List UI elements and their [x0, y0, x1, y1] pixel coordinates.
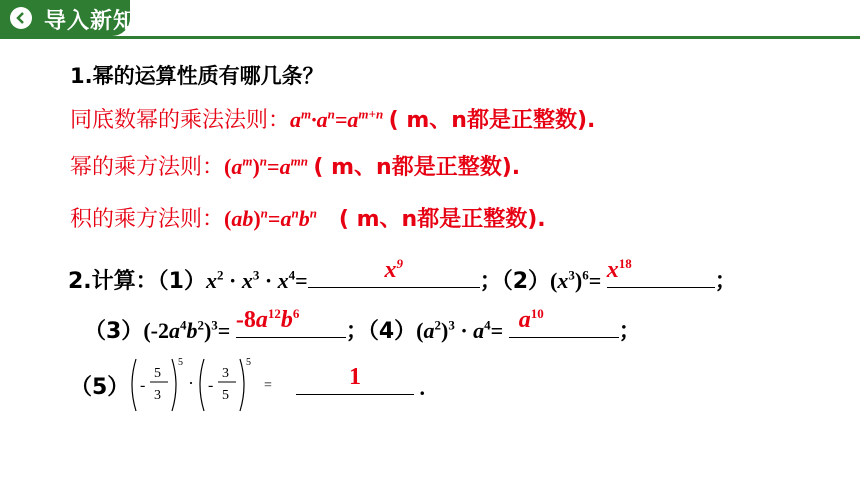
part-1-label: （1）	[157, 269, 206, 294]
chevron-left-circle-icon	[10, 7, 32, 29]
answer-blank-5[interactable]	[296, 364, 414, 395]
rule-power-name: 幂的乘方法则：	[70, 155, 225, 180]
rule-product-condition: ( m、n都是正整数).	[388, 108, 596, 133]
answer-blank-1[interactable]	[308, 256, 480, 288]
svg-text:-: -	[140, 377, 146, 394]
question-2-line-1: 2.计算：$(1)x^2 \cdot x^3 \cdot x^4=$ $x^9$ ；$(2)(x^3)^6=$ $x^{18}$ ；	[68, 256, 737, 294]
svg-text:5: 5	[246, 357, 251, 368]
answer-2: $x^{18}$	[606, 256, 632, 283]
rule-product-power	[70, 202, 546, 233]
rule-product-power-formula: $(ab)^n=a^nb^n$	[224, 205, 317, 231]
header-underline	[0, 36, 860, 39]
answer-3: $-8a^{12}b^6$	[235, 306, 300, 333]
part-2-label: ；（2）	[479, 269, 551, 294]
answer-blank-3[interactable]	[235, 306, 346, 338]
part-4-label: ；（4）	[345, 319, 417, 344]
svg-text:5: 5	[222, 388, 229, 403]
svg-text:=: =	[264, 378, 272, 393]
fraction-expression	[128, 355, 288, 415]
answer-1: $x^9$	[384, 256, 403, 283]
svg-text:3: 3	[154, 388, 161, 403]
svg-text:3: 3	[222, 366, 229, 381]
rule-product-power-name: 积的乘方法则：	[70, 207, 225, 232]
part-3-label: （3）	[84, 319, 144, 344]
svg-text:·: ·	[188, 373, 194, 393]
part-5-label: （5）	[70, 375, 130, 400]
rule-product	[70, 103, 595, 134]
answer-blank-2[interactable]	[606, 256, 715, 288]
rule-power-formula: $(a^m)^n=a^{mn}$	[224, 153, 308, 179]
question-2-line-3: 1 .	[296, 372, 425, 401]
question-1-label: 1.幂的运算性质有哪几条？	[70, 64, 324, 88]
svg-text:-: -	[208, 377, 214, 394]
answer-blank-4[interactable]	[509, 306, 619, 338]
question-2-line-2: $(3)(-2a^4b^2)^3=$ $-8a^{12}b^6$ ；$(4)(a^2)^3 \cdot a^4=$ $a^{10}$ ；	[84, 306, 641, 344]
answer-5: 1	[349, 364, 361, 390]
rule-power	[70, 150, 520, 181]
svg-text:5: 5	[154, 366, 161, 381]
svg-text:5: 5	[178, 357, 183, 368]
header-title: 导入新知	[44, 9, 137, 34]
question-2-label: 2.计算：	[68, 269, 158, 294]
rule-product-power-condition: ( m、n都是正整数).	[338, 207, 546, 232]
answer-4: $a^{10}$	[518, 306, 544, 333]
header-banner	[0, 0, 860, 40]
rule-product-name: 同底数幂的乘法法则：	[70, 108, 291, 133]
rule-power-condition: ( m、n都是正整数).	[313, 155, 521, 180]
rule-product-formula: $a^m\cdot a^n=a^{m+n}$	[290, 106, 384, 132]
